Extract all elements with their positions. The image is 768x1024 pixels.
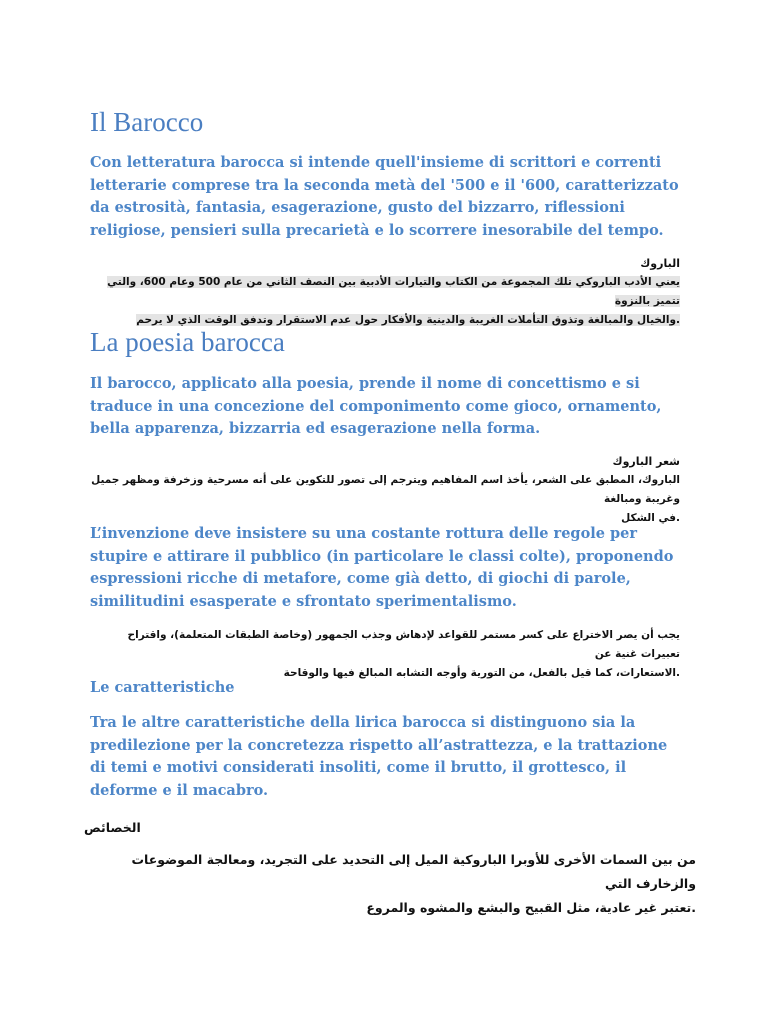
poesia-arabic-heading: شعر الباروك <box>612 455 680 468</box>
poesia-arabic-line-1: الباروك، المطبق على الشعر، يأخذ اسم المفاهيم ويترجم إلى تصور للتكوين على أنه مسرحية وزخرفة ومظهر جميل وغريبة ومبالغة <box>91 474 680 505</box>
poesia-arabic-block <box>90 452 680 528</box>
intro-arabic-heading: الباروك <box>640 257 680 270</box>
caratteristiche-arabic-line-2: .تعتبر غير عادية، مثل القبيح والبشع والمشوه والمروع <box>366 900 696 915</box>
intro-arabic-line-1: يعني الأدب الباروكي تلك المجموعة من الكتاب والتيارات الأدبية بين النصف الثاني من عام 500 وعام 600، والتي تتميز بالنزوة <box>107 276 680 307</box>
page-title: Il Barocco <box>90 107 204 137</box>
section-title-caratteristiche: Le caratteristiche <box>90 679 235 696</box>
invenzione-paragraph-it: L’invenzione deve insistere su una costante rottura delle regole per stupire e attirare il pubblico (in particolare le classi colte), proponendo espressioni ricche di metafore, come già detto, di giochi di parole, similitudini esasperate e sfrontato sperimentalismo. <box>90 525 674 611</box>
invenzione-arabic-line-2: .الاستعارات، كما قيل بالفعل، من التورية وأوجه التشابه المبالغ فيها والوقاحة <box>283 667 680 679</box>
poesia-arabic-line-2: .في الشكل <box>621 512 680 524</box>
intro-arabic-block <box>90 254 680 330</box>
intro-arabic-line-2: .والخيال والمبالغة وتذوق التأملات الغريبة والدينية والأفكار حول عدم الاستقرار وتدفق الوقت الذي لا يرحم <box>136 314 680 326</box>
caratteristiche-arabic-block <box>84 816 696 920</box>
section-title-poesia: La poesia barocca <box>90 327 285 357</box>
invenzione-arabic-line-1: يجب أن يصر الاختراع على كسر مستمر للقواعد لإدهاش وجذب الجمهور (وخاصة الطبقات المتعلمة)، واقتراح تعبيرات غنية عن <box>127 629 680 660</box>
poesia-paragraph-it: Il barocco, applicato alla poesia, prende il nome di concettismo e si traduce in una concezione del componimento come gioco, ornamento, bella apparenza, bizzarria ed esagerazione nella forma. <box>90 375 662 438</box>
intro-paragraph-it: Con letteratura barocca si intende quell'insieme di scrittori e correnti letterarie comprese tra la seconda metà del '500 e il '600, caratterizzato da estrosità, fantasia, esagerazione, gusto del bizzarro, riflessioni religiose, pensieri sulla precarietà e lo scorrere inesorabile del tempo. <box>90 154 679 240</box>
caratteristiche-arabic-line-1: من بين السمات الأخرى للأوبرا الباروكية الميل إلى التحديد على التجريد، ومعالجة الموضوعات والزخارف التي <box>131 852 696 891</box>
caratteristiche-arabic-heading: الخصائص <box>84 820 141 835</box>
caratteristiche-paragraph-it: Tra le altre caratteristiche della lirica barocca si distinguono sia la predilezione per la concretezza rispetto all’astrattezza, e la trattazione di temi e motivi considerati insoliti, come il brutto, il grottesco, il deforme e il macabro. <box>90 714 668 800</box>
invenzione-arabic-block <box>90 626 680 683</box>
